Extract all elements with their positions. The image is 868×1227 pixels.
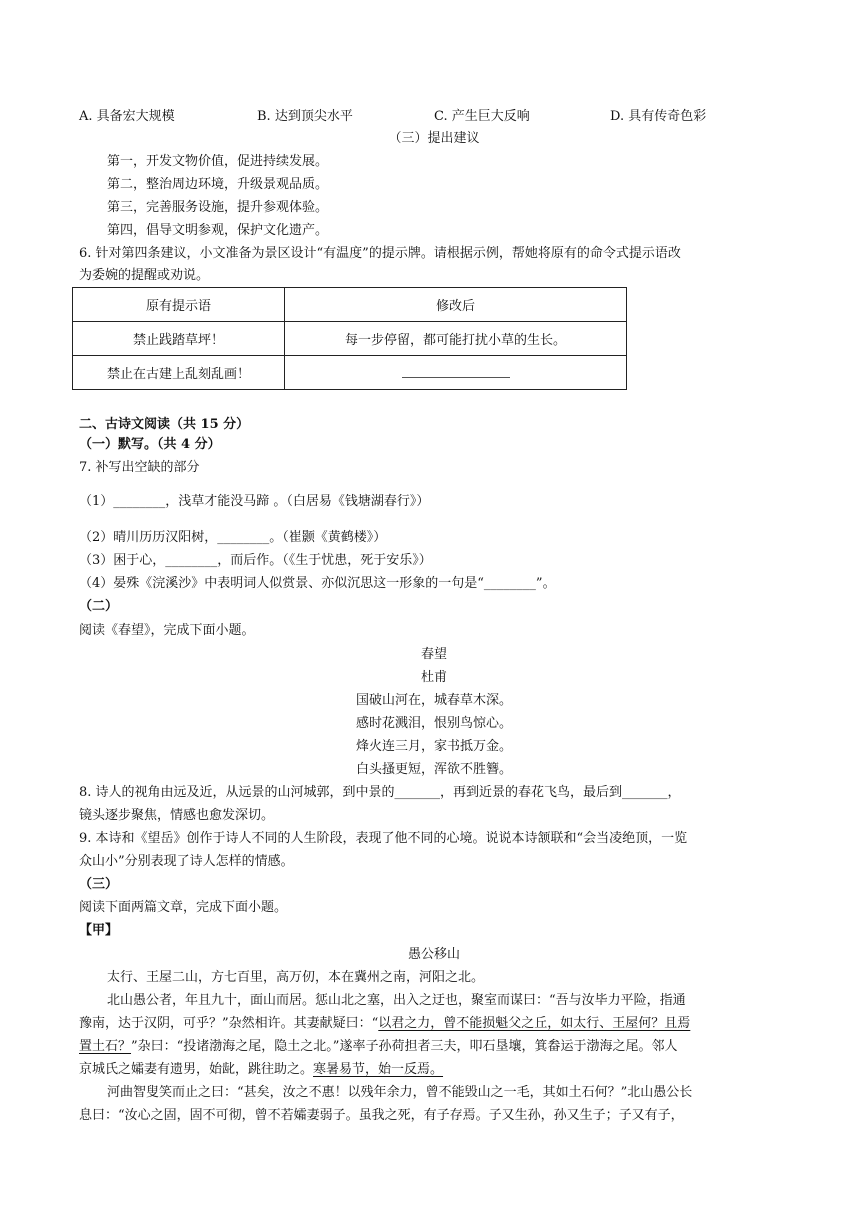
subsection-3-title: （三） — [79, 877, 119, 892]
question-9-line-2: 众山小”分别表现了诗人怎样的情感。 — [79, 854, 294, 869]
question-7-intro: 7. 补写出空缺的部分 — [79, 460, 200, 475]
option-b: B. 达到顶尖水平 — [257, 109, 353, 124]
question-7-item-1: （1）________，浅草才能没马蹄 。（白居易《钱塘湖春行》） — [79, 494, 430, 509]
question-7-item-2: （2）晴川历历汉阳树，________。（崔颢《黄鹤楼》） — [79, 530, 387, 545]
poem-line-3: 烽火连三月，家书抵万金。 — [355, 739, 512, 754]
essay-paragraph-2-line-2 — [79, 1015, 690, 1033]
table-header-revised: 修改后 — [285, 288, 627, 322]
poem-line-1: 国破山河在，城春草木深。 — [355, 693, 512, 708]
table-cell-original: 禁止践踏草坪！ — [73, 322, 285, 356]
tips-table — [72, 287, 627, 390]
table-row — [73, 322, 627, 356]
essay-text: 京城氏之孀妻有遗男，始龀，跳往助之。 — [79, 1062, 314, 1077]
essay-paragraph-2-line-4 — [79, 1061, 443, 1079]
option-a: A. 具备宏大规模 — [79, 109, 175, 124]
subsection-3-intro: 阅读下面两篇文章，完成下面小题。 — [79, 900, 288, 915]
option-d: D. 具有传奇色彩 — [610, 109, 707, 124]
essay-text: 豫南，达于汉阴，可乎？”杂然相许。其妻献疑曰：“ — [79, 1016, 379, 1031]
poem-title: 春望 — [420, 647, 447, 662]
underlined-sentence: 置土石？ — [79, 1039, 132, 1054]
essay-paragraph-3-line-1: 河曲智叟笑而止之曰：“甚矣，汝之不惠！以残年余力，曾不能毁山之一毛，其如土石何？”北山愚公长 — [107, 1085, 693, 1100]
poem-author: 杜甫 — [420, 670, 447, 685]
question-8-line-2: 镜头逐步聚焦，情感也愈发深切。 — [79, 808, 275, 823]
option-c: C. 产生巨大反响 — [434, 109, 530, 124]
table-header-row — [73, 288, 627, 322]
underlined-sentence: 寒暑易节，始一反焉。 — [313, 1062, 444, 1077]
essay-paragraph-1: 太行、王屋二山，方七百里，高万仞，本在冀州之南，河阳之北。 — [107, 970, 485, 985]
suggestion-1: 第一，开发文物价值，促进持续发展。 — [107, 154, 329, 169]
subsection-1-title: （一）默写。（共 4 分） — [79, 437, 221, 452]
passage-jia-label: 【甲】 — [79, 923, 119, 938]
essay-title: 愚公移山 — [407, 947, 460, 962]
question-8-line-1: 8. 诗人的视角由远及近，从远景的山河城郭，到中景的_______，再到近景的春花飞鸟，最后到_______， — [79, 785, 681, 800]
essay-paragraph-2-line-1: 北山愚公者，年且九十，面山而居。惩山北之塞，出入之迂也，聚室而谋曰：“吾与汝毕力平险，指通 — [107, 993, 686, 1008]
table-row — [73, 356, 627, 390]
poem-line-2: 感时花溅泪，恨别鸟惊心。 — [355, 716, 512, 731]
poem-line-4: 白头搔更短，浑欲不胜簪。 — [355, 762, 512, 777]
question-9-line-1: 9. 本诗和《望岳》创作于诗人不同的人生阶段，表现了他不同的心境。说说本诗颔联和“会当凌绝顶，一览 — [79, 831, 688, 846]
question-7-item-3: （3）困于心，________，而后作。（《生于忧患，死于安乐》） — [79, 553, 432, 568]
subsection-2-intro: 阅读《春望》，完成下面小题。 — [79, 623, 255, 638]
question-7-item-4: （4）晏殊《浣溪沙》中表明词人似赏景、亦似沉思这一形象的一句是“________”。 — [79, 576, 556, 591]
suggestion-3: 第三，完善服务设施，提升参观体验。 — [107, 200, 329, 215]
table-header-original: 原有提示语 — [73, 288, 285, 322]
question-6-line-1: 6. 针对第四条建议，小文准备为景区设计“有温度”的提示牌。请根据示例，帮她将原有的命令式提示语改 — [79, 246, 681, 261]
essay-paragraph-2-line-3 — [79, 1038, 677, 1056]
suggestion-4: 第四，倡导文明参观，保护文化遗产。 — [107, 223, 329, 238]
question-6-line-2: 为委婉的提醒或劝说。 — [79, 268, 210, 283]
essay-text: ”杂曰：“投诸渤海之尾，隐土之北。”遂率子孙荷担者三夫，叩石垦壤，箕畚运于渤海之尾。邻人 — [131, 1039, 678, 1054]
table-cell-revised: 每一步停留，都可能打扰小草的生长。 — [285, 322, 627, 356]
table-cell-answer-blank[interactable] — [285, 356, 627, 390]
table-cell-original: 禁止在古建上乱刻乱画！ — [73, 356, 285, 390]
essay-paragraph-3-line-2: 息曰：“汝心之固，固不可彻，曾不若孀妻弱子。虽我之死，有子存焉。子又生孙，孙又生子；子又有子， — [79, 1108, 684, 1123]
suggestion-2: 第二，整治周边环境，升级景观品质。 — [107, 177, 329, 192]
underlined-sentence: 以君之力，曾不能损魁父之丘，如太行、王屋何？且焉 — [378, 1016, 691, 1031]
part-2-title: 二、古诗文阅读（共 15 分） — [79, 417, 250, 432]
subsection-2-title: （二） — [79, 599, 119, 614]
answer-blank-line — [402, 367, 510, 378]
section-title-suggestions: （三）提出建议 — [388, 131, 480, 146]
